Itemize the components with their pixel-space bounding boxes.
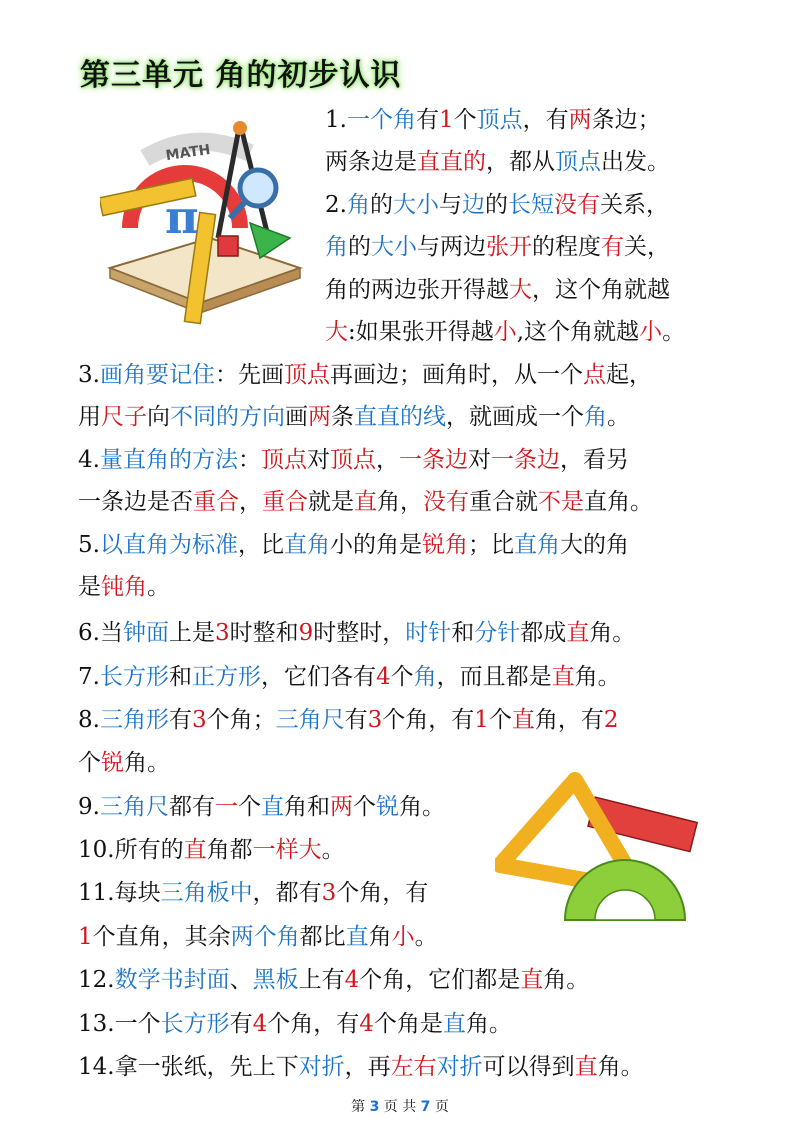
text-segment: 角和 xyxy=(283,794,330,820)
text-segment: 直 xyxy=(574,1054,598,1080)
text-segment: 不同的方向 xyxy=(170,404,285,430)
text-segment: 7. xyxy=(78,664,100,690)
text-line xyxy=(78,359,652,391)
text-line xyxy=(325,189,669,221)
text-segment: 分针 xyxy=(474,620,521,646)
text-segment: 个直角，其余 xyxy=(92,924,231,950)
text-segment: 2. xyxy=(325,192,347,218)
text-segment: 用 xyxy=(78,404,101,430)
text-segment: 角。 xyxy=(597,1054,644,1080)
text-segment: 数学书封面 xyxy=(114,967,230,993)
text-segment: 一个角 xyxy=(346,107,416,133)
text-segment: 角 xyxy=(325,234,348,260)
text-segment: ，它们各有 xyxy=(260,664,376,690)
text-segment: 时整和 xyxy=(229,620,299,646)
text-segment: 直 xyxy=(511,707,535,733)
text-segment: 两条边是 xyxy=(325,149,417,175)
text-segment: ， xyxy=(239,489,262,515)
text-segment: 。 xyxy=(321,837,345,863)
text-segment: 关系， xyxy=(599,192,669,218)
text-segment: 三角板中 xyxy=(160,880,253,906)
text-segment: 6.当 xyxy=(78,620,123,646)
text-segment: 3 xyxy=(367,707,383,733)
text-segment: 小 xyxy=(391,924,415,950)
text-segment: 3 xyxy=(321,880,337,906)
text-segment: 4 xyxy=(252,1011,268,1037)
text-segment: 对折 xyxy=(436,1054,483,1080)
text-segment: 角。 xyxy=(589,620,636,646)
text-segment: 3 xyxy=(214,620,230,646)
text-segment: 直角 xyxy=(513,532,560,558)
svg-text:π: π xyxy=(165,190,199,244)
text-segment: 都有 xyxy=(168,794,215,820)
text-segment: 。 xyxy=(147,574,170,600)
text-segment: 角。 xyxy=(574,664,621,690)
text-segment: 9. xyxy=(78,794,100,820)
text-segment: 没有 xyxy=(553,192,600,218)
text-segment: ：先画 xyxy=(214,362,284,388)
text-segment: 1 xyxy=(438,107,454,133)
text-segment: 直 xyxy=(354,489,377,515)
text-segment: 三角形 xyxy=(99,707,169,733)
text-segment: 有 xyxy=(229,1011,253,1037)
text-segment: 有 xyxy=(415,107,439,133)
text-segment: 直 xyxy=(442,1011,466,1037)
text-segment: 的程度 xyxy=(532,234,601,260)
text-segment: 、 xyxy=(229,967,253,993)
text-segment: 和 xyxy=(168,664,192,690)
text-segment: 点 xyxy=(582,362,606,388)
text-segment: 直直的 xyxy=(417,149,486,175)
text-segment: 角， xyxy=(377,489,423,515)
text-segment: 直 xyxy=(260,794,284,820)
text-segment: 角。 xyxy=(124,750,170,776)
text-segment: 都成 xyxy=(520,620,567,646)
text-segment: 5. xyxy=(78,532,100,558)
text-segment: ，再 xyxy=(344,1054,391,1080)
text-segment: 角 xyxy=(346,192,370,218)
text-segment: 个 xyxy=(453,107,477,133)
text-segment: 10.所有的 xyxy=(78,837,184,863)
text-segment: 条边； xyxy=(591,107,661,133)
text-segment: 一 xyxy=(214,794,238,820)
text-segment: 以直角为标准 xyxy=(99,532,238,558)
text-segment: 画 xyxy=(285,404,308,430)
text-segment: 两个角 xyxy=(230,924,300,950)
footer-pre: 第 xyxy=(351,1099,366,1115)
text-segment: 锐 xyxy=(101,750,124,776)
text-line xyxy=(78,486,653,518)
text-segment: 2 xyxy=(603,707,619,733)
text-segment: 长方形 xyxy=(99,664,169,690)
text-segment: 顶点 xyxy=(260,447,307,473)
text-segment: 直 xyxy=(551,664,575,690)
text-line xyxy=(78,834,345,866)
text-segment: 个角，它们都是 xyxy=(359,967,521,993)
text-segment: 4. xyxy=(78,447,100,473)
text-segment: ，都从 xyxy=(486,149,555,175)
text-segment: 一条边 xyxy=(398,447,468,473)
text-line xyxy=(325,146,670,178)
text-segment: 时针 xyxy=(405,620,452,646)
page-title: 第三单元 角的初步认识 xyxy=(80,58,402,93)
text-line xyxy=(78,1051,644,1083)
text-segment: ，有 xyxy=(522,107,569,133)
total-page-number: 7 xyxy=(420,1099,431,1115)
text-segment: 的 xyxy=(369,192,393,218)
text-segment: 出发。 xyxy=(601,149,670,175)
text-segment: ,这个角就越 xyxy=(516,319,640,345)
text-segment: 对折 xyxy=(298,1054,345,1080)
text-segment: 个 xyxy=(488,707,512,733)
text-segment: 三角尺 xyxy=(275,707,345,733)
text-segment: 直 xyxy=(183,837,207,863)
text-segment: 角。 xyxy=(398,794,445,820)
text-segment: 左右 xyxy=(390,1054,437,1080)
text-line xyxy=(78,964,589,996)
text-segment: 的 xyxy=(484,192,508,218)
text-segment: 1. xyxy=(325,107,347,133)
text-segment: 重合 xyxy=(262,489,308,515)
text-segment: 大 xyxy=(325,319,348,345)
text-segment: 个角，有 xyxy=(336,880,429,906)
text-segment: 14.拿一张纸，先上下 xyxy=(78,1054,299,1080)
text-segment: 顶点 xyxy=(555,149,601,175)
text-line xyxy=(78,921,438,953)
text-segment: 正方形 xyxy=(191,664,261,690)
text-segment: 角 xyxy=(413,664,437,690)
text-line xyxy=(78,617,635,649)
text-segment: :如果张开得越 xyxy=(348,319,494,345)
text-segment: ，就画成一个 xyxy=(446,404,584,430)
text-segment: 一条边是否 xyxy=(78,489,193,515)
text-segment: 。 xyxy=(607,404,630,430)
text-segment: 角。 xyxy=(465,1011,512,1037)
text-segment: 与两边 xyxy=(417,234,486,260)
text-segment: 条 xyxy=(331,404,354,430)
text-segment: 角。 xyxy=(543,967,590,993)
text-segment: 个 xyxy=(78,750,101,776)
text-segment: 个角； xyxy=(206,707,276,733)
text-segment: 与 xyxy=(438,192,462,218)
text-segment: ，这个角就越 xyxy=(532,277,670,303)
text-segment: 个 xyxy=(390,664,414,690)
text-segment: 两 xyxy=(568,107,592,133)
text-segment: ： xyxy=(237,447,261,473)
text-segment: 上有 xyxy=(298,967,345,993)
text-segment: 直角。 xyxy=(584,489,653,515)
text-segment: 尺子 xyxy=(101,404,147,430)
text-segment: 。 xyxy=(662,319,686,345)
set-square-illustration xyxy=(495,770,705,945)
text-segment: 向 xyxy=(147,404,170,430)
text-line xyxy=(78,661,621,693)
text-segment: 时整时， xyxy=(313,620,406,646)
text-segment: 11.每块 xyxy=(78,880,161,906)
text-segment: 。 xyxy=(414,924,438,950)
text-segment: 大 xyxy=(509,277,532,303)
page-footer xyxy=(0,1096,800,1116)
text-line xyxy=(325,231,670,263)
text-segment: 角 xyxy=(368,924,392,950)
text-segment: 没有 xyxy=(423,489,469,515)
text-segment: 对 xyxy=(306,447,330,473)
text-segment: 两 xyxy=(308,404,331,430)
text-segment: 直 xyxy=(345,924,369,950)
text-segment: 长方形 xyxy=(160,1011,230,1037)
text-segment: 大小 xyxy=(371,234,417,260)
text-segment: 直 xyxy=(566,620,590,646)
text-segment: ，看另 xyxy=(559,447,629,473)
text-segment: 再画边；画角时，从一个 xyxy=(329,362,583,388)
footer-post: 页 xyxy=(434,1099,449,1115)
text-segment: 大的角 xyxy=(559,532,629,558)
text-segment: 两 xyxy=(329,794,353,820)
text-segment: 和 xyxy=(451,620,475,646)
text-segment: 钝角 xyxy=(101,574,147,600)
text-segment: 张开 xyxy=(486,234,532,260)
text-line xyxy=(325,274,670,306)
text-segment: 都比 xyxy=(299,924,346,950)
text-line xyxy=(78,791,445,823)
text-segment: ；比 xyxy=(467,532,514,558)
text-segment: 9 xyxy=(298,620,314,646)
text-segment: 1 xyxy=(78,924,93,950)
text-segment: 直直的线 xyxy=(354,404,446,430)
text-segment: 三角尺 xyxy=(99,794,169,820)
text-segment: 顶点 xyxy=(283,362,330,388)
text-segment: 8. xyxy=(78,707,100,733)
text-segment: 直角 xyxy=(283,532,330,558)
text-segment: 个 xyxy=(237,794,261,820)
text-segment: 画角要记住 xyxy=(99,362,215,388)
text-segment: 3. xyxy=(78,362,100,388)
text-segment: 是 xyxy=(78,574,101,600)
text-line xyxy=(325,104,661,136)
text-segment: 关， xyxy=(624,234,670,260)
text-segment: 锐角 xyxy=(421,532,468,558)
text-segment: 角都 xyxy=(206,837,253,863)
text-segment: 长短 xyxy=(507,192,554,218)
text-segment: 4 xyxy=(375,664,391,690)
math-logo: MATH xyxy=(164,141,212,165)
text-segment: 对 xyxy=(467,447,491,473)
text-segment: 小 xyxy=(639,319,663,345)
text-segment: 13.一个 xyxy=(78,1011,161,1037)
text-segment: ，而且都是 xyxy=(436,664,552,690)
text-segment: 角的两边张开得越 xyxy=(325,277,509,303)
text-segment: 黑板 xyxy=(252,967,299,993)
text-segment: 有 xyxy=(344,707,368,733)
text-line xyxy=(78,444,629,476)
text-segment: 一条边 xyxy=(490,447,560,473)
text-segment: ，比 xyxy=(237,532,284,558)
math-illustration xyxy=(100,118,305,343)
text-segment: 有 xyxy=(168,707,192,733)
text-segment: 大小 xyxy=(392,192,439,218)
text-segment: 小 xyxy=(493,319,517,345)
text-segment: 量直角的方法 xyxy=(99,447,238,473)
text-segment: 顶点 xyxy=(476,107,523,133)
text-segment: 个角，有 xyxy=(382,707,475,733)
text-line xyxy=(78,704,619,736)
text-segment: 个角，有 xyxy=(267,1011,360,1037)
text-segment: 顶点 xyxy=(329,447,376,473)
text-segment: 个 xyxy=(352,794,376,820)
text-segment: ， xyxy=(375,447,399,473)
current-page-number: 3 xyxy=(369,1099,380,1115)
text-segment: 个角是 xyxy=(373,1011,443,1037)
text-segment: 锐 xyxy=(375,794,399,820)
text-segment: 不是 xyxy=(538,489,584,515)
text-segment: 重合就 xyxy=(469,489,538,515)
text-line xyxy=(78,1008,512,1040)
text-segment: 重合 xyxy=(193,489,239,515)
text-segment: 角，有 xyxy=(534,707,604,733)
text-segment: 可以得到 xyxy=(482,1054,575,1080)
text-segment: 4 xyxy=(359,1011,374,1037)
text-line xyxy=(78,571,170,603)
text-segment: 上是 xyxy=(168,620,215,646)
text-segment: 12. xyxy=(78,967,115,993)
text-segment: 角 xyxy=(584,404,607,430)
text-segment: 钟面 xyxy=(122,620,169,646)
text-line xyxy=(78,877,428,909)
text-segment: 4 xyxy=(344,967,360,993)
text-segment: 1 xyxy=(474,707,489,733)
text-segment: 就是 xyxy=(308,489,354,515)
text-line xyxy=(78,529,629,561)
text-line xyxy=(78,401,630,433)
text-segment: 直 xyxy=(520,967,544,993)
text-segment: 一样大 xyxy=(252,837,322,863)
text-segment: 起， xyxy=(605,362,652,388)
text-segment: ，都有 xyxy=(252,880,322,906)
text-segment: 小的角是 xyxy=(329,532,422,558)
footer-mid: 页 共 xyxy=(383,1099,417,1115)
text-segment: 的 xyxy=(348,234,371,260)
text-line xyxy=(325,316,685,348)
text-line xyxy=(78,747,170,779)
text-segment: 边 xyxy=(461,192,485,218)
text-segment: 有 xyxy=(601,234,624,260)
text-segment: 3 xyxy=(191,707,207,733)
